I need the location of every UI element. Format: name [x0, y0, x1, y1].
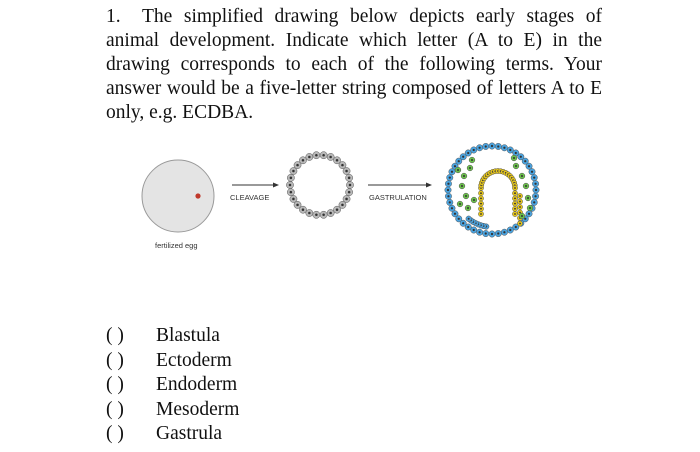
ectoderm-cell-nucleus: [497, 232, 499, 234]
option-row: [106, 349, 239, 374]
ectoderm-cell-nucleus: [497, 145, 499, 147]
ectoderm-cell-nucleus: [449, 176, 451, 178]
answer-blank[interactable]: ( ): [106, 423, 124, 444]
mesoderm-cell-nucleus: [529, 207, 531, 209]
endoderm-cell-nucleus: [514, 197, 516, 199]
answer-blank[interactable]: ( ): [106, 349, 124, 371]
ectoderm-cell-nucleus: [528, 213, 530, 215]
mesoderm-cell-nucleus: [527, 197, 529, 199]
endoderm-cell-nucleus: [480, 213, 482, 215]
blastula-cell-nucleus: [289, 184, 292, 187]
endoderm-cell-nucleus: [480, 192, 482, 194]
ectoderm-cell-nucleus: [478, 147, 480, 149]
ectoderm-cell-nucleus: [515, 152, 517, 154]
ectoderm-cell-nucleus: [533, 201, 535, 203]
answer-options: [106, 324, 239, 447]
ectoderm-cell-nucleus: [468, 218, 470, 220]
ectoderm-cell-nucleus: [485, 145, 487, 147]
blastula-cell-nucleus: [292, 170, 295, 173]
option-row: [106, 398, 239, 423]
blastula-cell-nucleus: [315, 214, 318, 217]
option-row: [106, 373, 239, 398]
mesoderm-cell-nucleus: [469, 167, 471, 169]
mesoderm-cell-nucleus: [459, 203, 461, 205]
option-label: Blastula: [156, 325, 220, 346]
ectoderm-cell-nucleus: [491, 233, 493, 235]
ectoderm-cell-nucleus: [467, 152, 469, 154]
option-label: Endoderm: [156, 374, 238, 395]
mesoderm-cell-nucleus: [471, 159, 473, 161]
option-row: [106, 324, 239, 349]
endoderm-cell-nucleus: [480, 203, 482, 205]
ectoderm-cell-nucleus: [485, 232, 487, 234]
mesoderm-cell-nucleus: [515, 165, 517, 167]
blastula-cell-nucleus: [296, 204, 299, 207]
ectoderm-cell-nucleus: [534, 183, 536, 185]
ectoderm-cell-nucleus: [454, 165, 456, 167]
option-row: [106, 422, 239, 447]
ectoderm-cell-nucleus: [509, 149, 511, 151]
blastula-cell-nucleus: [308, 212, 311, 215]
blastula-cell-nucleus: [302, 208, 305, 211]
blastula-cell-nucleus: [348, 177, 351, 180]
blastula-cell-nucleus: [341, 164, 344, 167]
blastula-cell-nucleus: [349, 184, 352, 187]
endoderm-cell-nucleus: [519, 212, 521, 214]
ectoderm-cell-nucleus: [454, 213, 456, 215]
endoderm-cell-nucleus: [519, 223, 521, 225]
ectoderm-cell-nucleus: [524, 218, 526, 220]
endoderm-cell-nucleus: [480, 208, 482, 210]
option-label: Gastrula: [156, 423, 223, 444]
blastula-cell-nucleus: [329, 156, 332, 159]
endoderm-cell-nucleus: [514, 192, 516, 194]
blastula-cell-nucleus: [336, 208, 339, 211]
mesoderm-cell-nucleus: [457, 169, 459, 171]
ectoderm-cell-nucleus: [535, 189, 537, 191]
blastula-cell-nucleus: [322, 154, 325, 157]
blastula-cell-nucleus: [296, 164, 299, 167]
ectoderm-cell-nucleus: [467, 226, 469, 228]
ectoderm-cell-nucleus: [451, 207, 453, 209]
mesoderm-cell-nucleus: [525, 185, 527, 187]
ectoderm-cell-nucleus: [491, 145, 493, 147]
blastula-cell-nucleus: [292, 198, 295, 201]
answer-blank[interactable]: ( ): [106, 398, 124, 420]
question-text: The simplified drawing below depicts early stages of animal development. Indicate which letter (A to E) in the drawing corresponds to each of the following terms. Your answer would be a five-letter string composed of letters A to E only, e.g. ECDBA.: [106, 6, 602, 123]
cleavage-arrow-head: [273, 183, 279, 188]
blastula-cell-nucleus: [336, 159, 339, 162]
endoderm-cell-nucleus: [519, 201, 521, 203]
blastula-cell-nucleus: [315, 154, 318, 157]
mesoderm-cell-nucleus: [461, 185, 463, 187]
blastula-cell-nucleus: [290, 177, 293, 180]
blastula-cell-nucleus: [345, 170, 348, 173]
gastrulation-label: GASTRULATION: [369, 193, 427, 202]
answer-blank[interactable]: ( ): [106, 325, 124, 346]
ectoderm-cell-nucleus: [458, 218, 460, 220]
ectoderm-cell-nucleus: [447, 195, 449, 197]
ectoderm-cell-nucleus: [458, 160, 460, 162]
blastula-cell-nucleus: [345, 198, 348, 201]
option-label: Ectoderm: [156, 349, 232, 371]
mesoderm-cell-nucleus: [463, 175, 465, 177]
endoderm-cell-nucleus: [514, 208, 516, 210]
ectoderm-cell-nucleus: [509, 229, 511, 231]
endoderm-cell-nucleus: [519, 195, 521, 197]
fertilized-egg-label: fertilized egg: [155, 241, 198, 250]
endoderm-cell-nucleus: [480, 197, 482, 199]
blastula-cell-nucleus: [341, 204, 344, 207]
ectoderm-cell-nucleus: [462, 222, 464, 224]
mesoderm-cell-nucleus: [521, 175, 523, 177]
ectoderm-cell-nucleus: [473, 229, 475, 231]
blastula-cell-nucleus: [302, 159, 305, 162]
ectoderm-cell-nucleus: [528, 165, 530, 167]
blastula-cell-nucleus: [290, 191, 293, 194]
mesoderm-cell-nucleus: [513, 157, 515, 159]
ectoderm-cell-nucleus: [524, 160, 526, 162]
question-number: 1.: [106, 6, 121, 27]
gastrulation-arrow-head: [426, 183, 432, 188]
mesoderm-cell-nucleus: [467, 207, 469, 209]
answer-blank[interactable]: ( ): [106, 374, 124, 395]
option-label: Mesoderm: [156, 398, 240, 420]
ectoderm-cell-nucleus: [520, 156, 522, 158]
ectoderm-cell-nucleus: [447, 189, 449, 191]
gastrula: [445, 143, 539, 237]
ectoderm-cell-nucleus: [503, 231, 505, 233]
endoderm-cell-nucleus: [514, 187, 516, 189]
blastula: [286, 152, 353, 219]
fertilized-egg: [142, 160, 214, 232]
ectoderm-cell-nucleus: [451, 171, 453, 173]
blastula-cell-nucleus: [329, 212, 332, 215]
ectoderm-cell-nucleus: [515, 226, 517, 228]
mesoderm-cell-nucleus: [521, 215, 523, 217]
ectoderm-cell-nucleus: [533, 176, 535, 178]
ectoderm-cell-nucleus: [531, 171, 533, 173]
mesoderm-cell-nucleus: [473, 199, 475, 201]
ectoderm-cell-nucleus: [447, 183, 449, 185]
ectoderm-cell-nucleus: [462, 156, 464, 158]
ectoderm-cell-nucleus: [473, 149, 475, 151]
blastula-cell-nucleus: [348, 191, 351, 194]
ectoderm-cell-nucleus: [503, 147, 505, 149]
mesoderm-cell-nucleus: [465, 195, 467, 197]
development-diagram: [140, 138, 570, 268]
endoderm-cell-nucleus: [514, 203, 516, 205]
blastula-cell-nucleus: [322, 214, 325, 217]
endoderm-cell-nucleus: [519, 206, 521, 208]
ectoderm-cell-nucleus: [449, 201, 451, 203]
ectoderm-cell-nucleus: [534, 195, 536, 197]
cleavage-label: CLEAVAGE: [230, 193, 270, 202]
endoderm-cell-nucleus: [514, 213, 516, 215]
development-figure: [140, 138, 570, 268]
question-text-block: [106, 5, 602, 125]
ectoderm-cell-nucleus: [478, 231, 480, 233]
blastula-cell-nucleus: [308, 156, 311, 159]
egg-nucleus: [195, 193, 200, 198]
